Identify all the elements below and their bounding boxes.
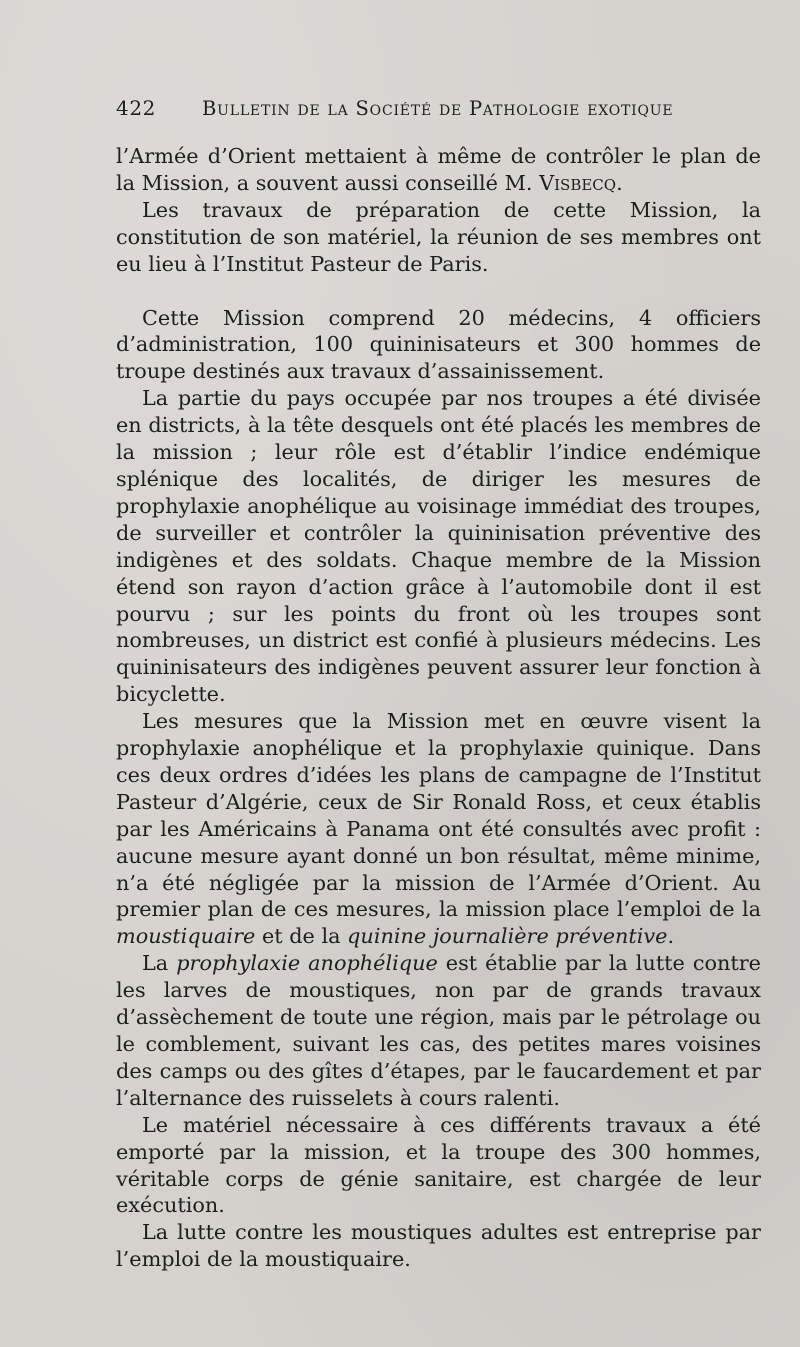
paragraph-prophylaxis: La prophylaxie anophélique est établie par la lutte contre les larves de moustiques, non par de grands travaux d’assèchement de toute une région, mais par le pétrolage ou le comblement, suivant les cas, des petites mares voisines des camps ou des gîtes d’étapes, par le faucardement et par l’alternance des ruisselets à cours ralenti.: [116, 951, 761, 1110]
person-name-visbecq: Visbecq: [539, 170, 617, 195]
paragraph-adult-mosquitoes: La lutte contre les moustiques adultes est entreprise par l’emploi de la moustiquaire.: [116, 1220, 761, 1272]
paragraph-continuation: l’Armée d’Orient mettaient à même de contrôler le plan de la Mission, a souvent aussi conseillé M. Visbecq.: [116, 144, 761, 195]
paragraph-districts: La partie du pays occupée par nos troupes a été divisée en districts, à la tête desquels ont été placés les membres de la mission ; leur rôle est d’établir l’indice endémique splénique des localités, de diriger les mesures de prophylaxie anophélique au voisinage immédiat des troupes, de surveiller et contrôler la quininisation préventive des indigènes et des soldats. Chaque membre de la Mission étend son rayon d’action grâce à l’automobile dont il est pourvu ; sur les points du front où les troupes sont nombreuses, un district est confié à plusieurs médecins. Les quininisateurs des indigènes peuvent assurer leur fonction à bicyclette.: [116, 386, 761, 707]
book-page: [116, 96, 761, 1273]
running-title: Bulletin de la Société de Pathologie exotique: [202, 97, 674, 120]
running-head: [116, 96, 761, 136]
paragraph-measures: Les mesures que la Mission met en œuvre visent la prophylaxie anophélique et la prophylaxie quinique. Dans ces deux ordres d’idées les plans de campagne de l’Institut Pasteur d’Algérie, ceux de Sir Ronald Ross, et ceux établis par les Américains à Panama ont été consultés avec profit : aucune mesure ayant donné un bon résultat, même minime, n’a été négligée par la mission de l’Armée d’Orient. Au premier plan de ces mesures, la mission place l’emploi de la moustiquaire et de la quinine journalière préventive.: [116, 709, 761, 949]
paragraph-preparation: Les travaux de préparation de cette Mission, la constitution de son matériel, la réunion de ses membres ont eu lieu à l’Institut Pasteur de Paris.: [116, 197, 761, 276]
italic-quinine: quinine journalière préventive: [347, 924, 668, 949]
page-number: 422: [116, 96, 156, 120]
italic-prophylaxie: prophylaxie anophélique: [176, 951, 438, 976]
paragraph-composition: Cette Mission comprend 20 médecins, 4 officiers d’administration, 100 quininisateurs et 300 hommes de troupe destinés aux travaux d’assainissement.: [116, 305, 761, 384]
body-text: [116, 143, 761, 1273]
paragraph-material: Le matériel nécessaire à ces différents travaux a été emporté par la mission, et la troupe des 300 hommes, véritable corps de génie sanitaire, est chargée de leur exécution.: [116, 1112, 761, 1218]
italic-moustiquaire: moustiquaire: [116, 924, 256, 949]
